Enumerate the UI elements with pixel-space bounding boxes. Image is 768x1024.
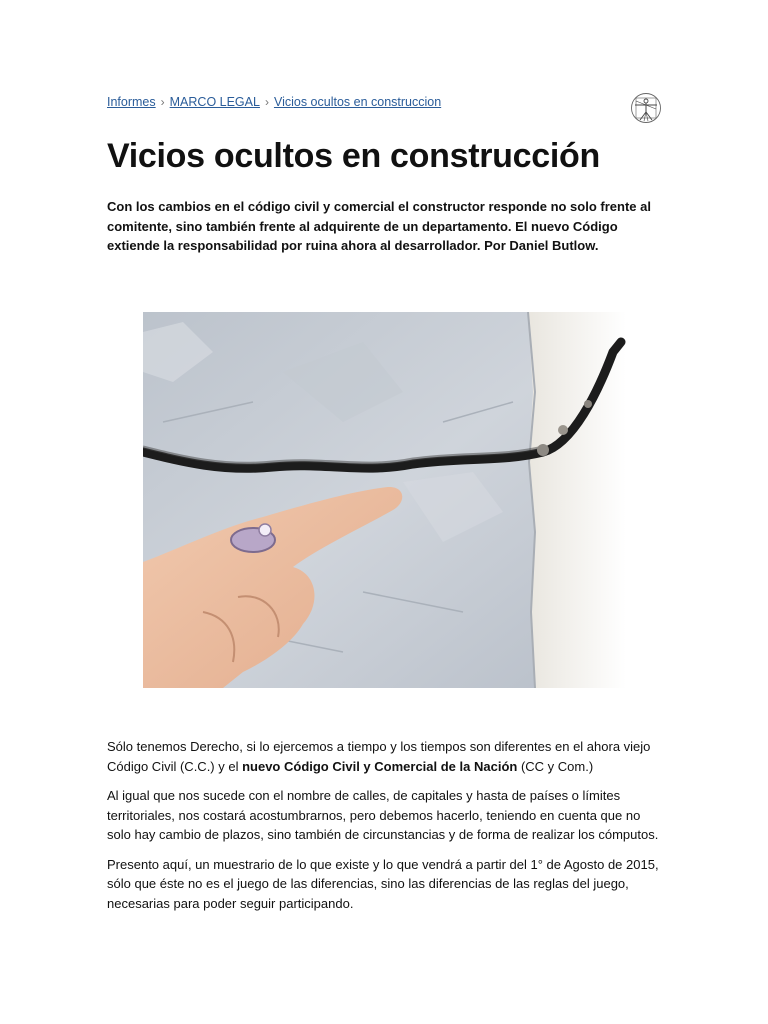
wall-crack-photo xyxy=(143,312,626,688)
article-image xyxy=(143,312,626,688)
paragraph: Sólo tenemos Derecho, si lo ejercemos a tiempo y los tiempos son diferentes en el ahora viejo Código Civil (C.C.) y el nuevo Código Civil y Comercial de la Nación (CC y Com.) xyxy=(107,739,651,774)
chevron-right-icon: › xyxy=(264,95,269,109)
breadcrumb-link-informes[interactable]: Informes xyxy=(107,95,156,109)
breadcrumb-link-current[interactable]: Vicios ocultos en construccion xyxy=(273,95,442,109)
vitruvian-man-icon[interactable] xyxy=(630,92,662,124)
page-title: Vicios ocultos en construcción xyxy=(107,137,600,175)
article-body xyxy=(107,737,663,923)
breadcrumb xyxy=(107,94,441,110)
breadcrumb-link-marco-legal[interactable]: MARCO LEGAL xyxy=(169,95,260,109)
article-lead: Con los cambios en el código civil y comercial el constructor responde no solo frente al comitente, sino también frente al adquirente de un departamento. El nuevo Código extiende la responsabilidad por ruina ahora al desarrollador. Por Daniel Butlow. xyxy=(107,199,651,253)
paragraph: Al igual que nos sucede con el nombre de calles, de capitales y hasta de países o límites territoriales, nos costará acostumbrarnos, pero debemos hacerlo, teniendo en cuenta que no solo hay cambio de plazos, sino también de circunstancias y de forma de realizar los cómputos. xyxy=(107,788,659,842)
paragraph: Presento aquí, un muestrario de lo que existe y lo que vendrá a partir del 1° de Agosto de 2015, sólo que éste no es el juego de las diferencias, sino las diferencias de las reglas del juego, necesarias para poder seguir participando. xyxy=(107,856,659,911)
chevron-right-icon: › xyxy=(160,95,165,109)
bold-text: nuevo Código Civil y Comercial de la Nación xyxy=(242,758,518,774)
